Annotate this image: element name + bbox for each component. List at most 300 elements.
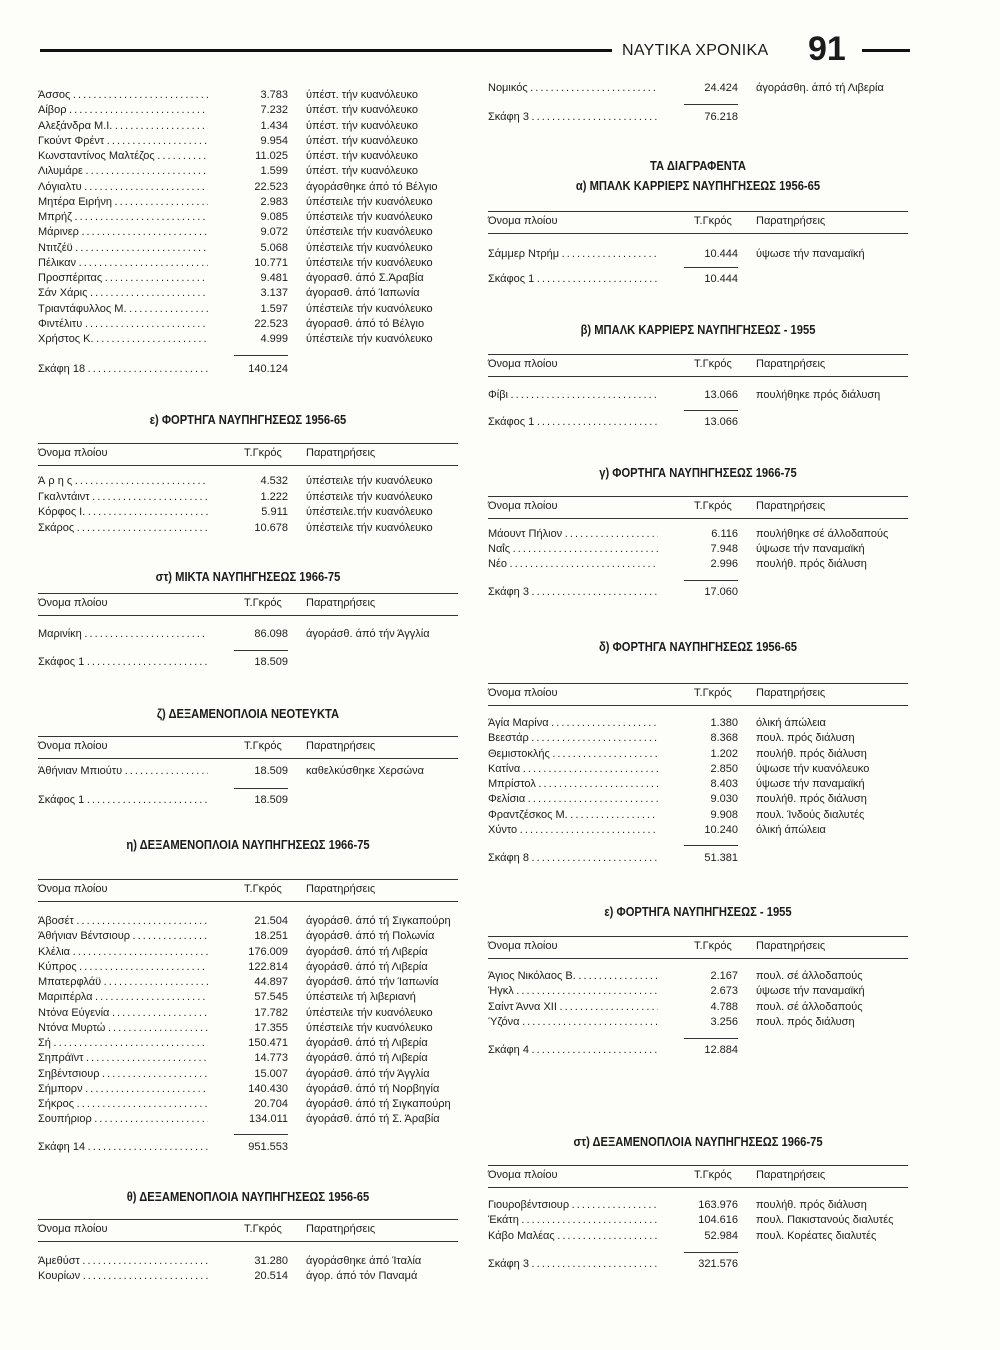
ship-name: Γκούντ Φρέντ . . .	[38, 134, 208, 149]
ship-grt: 6.116	[711, 528, 738, 540]
ship-name: Ναΐς . . .	[488, 542, 658, 557]
ship-name: Γκαλντάιντ . . .	[38, 490, 208, 505]
table-row	[38, 256, 458, 271]
column-header-grt: Τ.Γκρός	[694, 215, 732, 227]
ship-name: Κύπρος . . .	[38, 960, 208, 975]
ship-grt: 22.523	[254, 317, 288, 330]
ship-name: Βεεστάρ . . .	[488, 731, 658, 746]
total-grt: 12.884	[704, 1044, 738, 1056]
ship-grt: 10.240	[704, 823, 738, 836]
ship-remark: ύπέστ. τήν κυανόλευκο	[306, 119, 418, 132]
table-row	[488, 792, 908, 807]
ship-grt: 3.137	[260, 287, 288, 300]
table-row	[38, 929, 458, 944]
table-header-rule-top	[488, 354, 908, 355]
total-grt: 321.576	[698, 1258, 738, 1270]
ship-grt: 3.783	[260, 89, 288, 101]
ship-name: Άγία Μαρίνα . . .	[488, 716, 658, 731]
ship-name: Θεμιστοκλής . . .	[488, 747, 658, 762]
table-row	[38, 1021, 458, 1036]
total-rule	[234, 650, 288, 651]
ship-grt: 4.532	[260, 475, 288, 487]
ship-grt: 11.025	[255, 150, 288, 162]
table-row	[38, 134, 458, 149]
total-label: Σκάφη 14 . . .	[38, 1140, 208, 1155]
ship-remark: καθελκύσθηκε Χερσώνα	[306, 765, 424, 777]
ship-grt: 10.678	[254, 521, 288, 534]
ship-name: Μπρίστολ . . .	[488, 777, 658, 792]
ship-grt: 18.251	[254, 930, 288, 943]
ship-name: Φελίσια . . .	[488, 792, 658, 807]
column-header-grt: Τ.Γκρός	[244, 597, 282, 609]
ship-grt: 31.280	[254, 1255, 288, 1267]
table-header-rule-bottom	[488, 958, 908, 959]
ship-name: Ντιτζέϋ . . .	[38, 241, 208, 256]
total-grt: 18.509	[254, 656, 288, 668]
ship-remark: όλική άπώλεια	[756, 717, 826, 729]
table-header-rule-bottom	[488, 518, 908, 519]
total-row	[488, 851, 908, 866]
ship-remark: ύπέστ. τήν κυανόλευκο	[306, 150, 418, 162]
column-header-name: Όνομα πλοίου	[488, 940, 558, 952]
table-row	[488, 1229, 908, 1244]
table-header-rule-top	[488, 496, 908, 497]
table-row	[38, 960, 458, 975]
ship-grt: 15.007	[254, 1067, 288, 1080]
ship-name: Σήκρος . . .	[38, 1097, 208, 1112]
ship-remark: άγοράσθη. άπό τή Λιβερία	[756, 82, 884, 94]
ship-remark: ύπέστ. τήν κυανόλευκο	[306, 89, 418, 101]
column-header-grt: Τ.Γκρός	[694, 358, 732, 370]
ship-grt: 9.954	[260, 134, 288, 147]
ship-grt: 140.430	[248, 1082, 288, 1095]
ship-grt: 2.673	[710, 985, 738, 998]
ship-remark: πουλ. πρός διάλυση	[756, 732, 855, 745]
ship-name: Κόρφος Ι. . . .	[38, 505, 208, 520]
ship-name: Σηπράϊντ . . .	[38, 1051, 208, 1066]
table-row	[38, 521, 458, 536]
column-header-grt: Τ.Γκρός	[694, 500, 732, 512]
ship-remark: ύπέστειλε τήν κυανόλευκο	[306, 256, 433, 269]
ship-grt: 9.072	[260, 226, 288, 239]
table-row	[38, 302, 458, 317]
ship-name: Σήμπορν . . .	[38, 1082, 208, 1097]
total-label: Σκάφος 1 . . .	[488, 415, 658, 430]
column-header-name: Όνομα πλοίου	[488, 215, 558, 227]
ship-name: Πέλικαν . . .	[38, 256, 208, 271]
ship-remark: ύπέστειλε τήν κυανόλευκο	[306, 195, 433, 208]
table-header-rule-bottom	[488, 233, 908, 234]
column-header-remarks: Παρατηρήσεις	[306, 740, 376, 752]
table-header-rule-bottom	[38, 758, 458, 759]
total-row	[38, 1140, 458, 1155]
column-header-name: Όνομα πλοίου	[488, 687, 558, 699]
column-header-name: Όνομα πλοίου	[488, 1169, 558, 1181]
table-row	[488, 823, 908, 838]
ship-name: Κατίνα . . .	[488, 762, 658, 777]
table-row	[38, 195, 458, 210]
total-label: Σκάφη 3 . . .	[488, 110, 658, 125]
table-header-rule-top	[488, 936, 908, 937]
column-header-remarks: Παρατηρήσεις	[756, 500, 826, 512]
total-row	[488, 585, 908, 600]
column-header-remarks: Παρατηρήσεις	[756, 1169, 826, 1181]
header-rule-right	[862, 49, 910, 52]
total-rule	[684, 580, 738, 581]
table-row	[38, 210, 458, 225]
ship-remark: ύπέστειλε.τήν κυανόλευκο	[306, 506, 433, 518]
total-row	[38, 793, 458, 808]
column-header-grt: Τ.Γκρός	[244, 447, 282, 459]
ship-grt: 2.983	[260, 195, 288, 208]
ship-name: Γιουροβέντσιουρ . . .	[488, 1198, 658, 1213]
ship-remark: ύψωσε τήν παναμαϊκή	[756, 985, 865, 998]
ship-remark: άγορ. άπό τόν Παναμά	[306, 1270, 418, 1282]
table-row	[38, 1036, 458, 1051]
ship-name: Άθήνιαν Βέντσιουρ . . .	[38, 929, 208, 944]
column-header-remarks: Παρατηρήσεις	[306, 1223, 376, 1235]
ship-grt: 9.030	[710, 793, 738, 806]
ship-grt: 104.616	[698, 1214, 738, 1227]
ship-grt: 2.850	[710, 762, 738, 775]
table-row	[38, 1067, 458, 1082]
table-row	[488, 557, 908, 572]
table-row	[38, 1051, 458, 1066]
ship-remark: πουλ. πρός διάλυση	[756, 1015, 855, 1028]
table-header-rule-top	[38, 879, 458, 880]
section-title-zeta-tankers-new: ζ) ΔΕΞΑΜΕΝΟΠΛΟΙΑ ΝΕΟΤΕΥΚΤΑ	[156, 706, 340, 721]
ship-remark: άγοράσθ. άπό τή Λιβερία	[306, 1052, 428, 1065]
table-header-rule-bottom	[38, 1241, 458, 1242]
column-header-name: Όνομα πλοίου	[38, 597, 108, 609]
column-header-remarks: Παρατηρήσεις	[756, 358, 826, 370]
ship-name: Μπατερφλάϋ . . .	[38, 975, 208, 990]
total-grt: 18.509	[254, 794, 288, 806]
ship-name: Μητέρα Ειρήνη . . .	[38, 195, 208, 210]
ship-remark: ύπέστειλε τήν κυανόλευκο	[306, 490, 433, 503]
column-header-remarks: Παρατηρήσεις	[756, 940, 826, 952]
ship-grt: 1.434	[260, 119, 288, 132]
ship-name: Κλέλια . . .	[38, 945, 208, 960]
ship-grt: 1.222	[260, 490, 288, 503]
table-row	[488, 388, 908, 403]
column-header-remarks: Παρατηρήσεις	[306, 447, 376, 459]
ship-remark: άγορασθ. άπό Σ.Άραβία	[306, 272, 424, 284]
table-row	[38, 1082, 458, 1097]
total-rule	[684, 845, 738, 846]
ship-grt: 86.098	[254, 628, 288, 640]
ship-remark: ύπέστ. τήν κυανόλευκο	[306, 165, 418, 178]
total-label: Σκάφος 1 . . .	[38, 655, 208, 670]
ship-name: Μπρήζ . . .	[38, 210, 208, 225]
table-row	[488, 716, 908, 731]
total-grt: 17.060	[704, 586, 738, 598]
ship-grt: 24.424	[704, 82, 738, 94]
table-row	[38, 332, 458, 347]
table-header-rule-bottom	[488, 705, 908, 706]
total-row	[488, 1257, 908, 1272]
table-header-rule-top	[38, 443, 458, 444]
total-row	[488, 415, 908, 430]
section-title-epsilon-cargo-1955: ε) ΦΟΡΤΗΓΑ ΝΑΥΠΗΓΗΣΕΩΣ - 1955	[604, 904, 792, 919]
ship-grt: 14.773	[254, 1052, 288, 1065]
ship-remark: άγοράσθ. άπό τή Νορβηγία	[306, 1082, 440, 1095]
total-label: Σκάφη 4 . . .	[488, 1043, 658, 1058]
section-title-gamma-cargo-1966-75: γ) ΦΟΡΤΗΓΑ ΝΑΥΠΗΓΗΣΕΩΣ 1966-75	[599, 465, 797, 480]
ship-remark: πουλήθ. πρός διάλυση	[756, 558, 867, 570]
ship-grt: 17.782	[254, 1006, 288, 1019]
table-row	[38, 505, 458, 520]
ship-grt: 7.948	[710, 543, 738, 555]
column-header-name: Όνομα πλοίου	[38, 883, 108, 895]
table-row	[488, 747, 908, 762]
column-header-grt: Τ.Γκρός	[694, 940, 732, 952]
table-row	[38, 180, 458, 195]
ship-name: Ήγκλ . . .	[488, 984, 658, 999]
ship-name: Χύντο . . .	[488, 823, 658, 838]
table-row	[488, 247, 908, 262]
ship-grt: 2.167	[710, 970, 738, 982]
ship-remark: πουλήθηκε σέ άλλοδαπούς	[756, 528, 889, 540]
table-row	[38, 225, 458, 240]
total-label: Σκάφη 3 . . .	[488, 1257, 658, 1272]
ship-grt: 150.471	[248, 1037, 288, 1049]
ship-grt: 9.908	[710, 808, 738, 821]
column-header-grt: Τ.Γκρός	[244, 1223, 282, 1235]
total-rule	[234, 788, 288, 789]
section-title-eta-tankers-1966-75: η) ΔΕΞΑΜΕΝΟΠΛΟΙΑ ΝΑΥΠΗΓΗΣΕΩΣ 1966-75	[126, 837, 370, 852]
table-row	[488, 1000, 908, 1015]
ship-grt: 21.504	[254, 915, 288, 927]
ship-remark: άγοράσθηκε άπό Ίταλία	[306, 1255, 422, 1267]
column-header-grt: Τ.Γκρός	[694, 1169, 732, 1181]
ship-remark: άγοράσθ. άπό τήν Άγγλία	[306, 628, 430, 640]
ship-grt: 1.599	[260, 165, 288, 178]
ship-name: Σηβέντσιουρ . . .	[38, 1067, 208, 1082]
column-header-remarks: Παρατηρήσεις	[756, 215, 826, 227]
table-header-rule-top	[488, 211, 908, 212]
ship-remark: άγοράσθ. άπό τή Λιβερία	[306, 960, 428, 973]
ship-remark: πουλήθ. πρός διάλυση	[756, 747, 867, 760]
total-grt: 13.066	[704, 416, 738, 428]
ship-remark: άγοράσθ. άπό τήν Ίαπωνία	[306, 976, 439, 988]
ship-name: Σκάρος . . .	[38, 521, 208, 536]
table-row	[38, 271, 458, 286]
ship-grt: 1.202	[710, 747, 738, 760]
ship-name: Φραντζέσκος Μ. . . .	[488, 808, 658, 823]
table-row	[488, 1213, 908, 1228]
ship-name: Άθήνιαν Μπιούτυ . . .	[38, 764, 208, 779]
section-title-beta-bulk-1955: β) ΜΠΑΛΚ ΚΑΡΡΙΕΡΣ ΝΑΥΠΗΓΗΣΕΩΣ - 1955	[580, 322, 816, 337]
column-header-name: Όνομα πλοίου	[38, 740, 108, 752]
ship-name: Κωνσταντίνος Μαλτέζος . . .	[38, 149, 208, 164]
ship-remark: πουλ. Πακιστανούς διαλυτές	[756, 1214, 894, 1227]
table-row	[488, 1198, 908, 1213]
ship-grt: 9.481	[260, 272, 288, 284]
total-grt: 951.553	[248, 1141, 288, 1153]
column-header-name: Όνομα πλοίου	[38, 447, 108, 459]
ship-grt: 52.984	[704, 1229, 738, 1242]
ship-remark: ύψωσε τήν παναμαϊκή	[756, 543, 865, 555]
table-row	[38, 914, 458, 929]
total-label: Σκάφος 1 . . .	[38, 793, 208, 808]
ship-remark: άγοράσθ. άπό τή Σιγκαπούρη	[306, 915, 451, 927]
table-row	[38, 990, 458, 1005]
ship-name: Τριαντάφυλλος Μ. . . .	[38, 302, 208, 317]
total-rule	[684, 267, 738, 268]
total-rule	[234, 355, 288, 356]
ship-remark: άγορασθ. άπό Ίαπωνία	[306, 287, 420, 300]
ship-name: Σουπήριορ . . .	[38, 1112, 208, 1127]
ship-remark: πουλ. Ίνδούς διαλυτές	[756, 808, 865, 821]
total-row	[488, 110, 908, 125]
ship-remark: πουλ. σέ άλλοδαπούς	[756, 1000, 863, 1013]
ship-name: Έκάτη . . .	[488, 1213, 658, 1228]
ship-name: Ντόνα Μυρτώ . . .	[38, 1021, 208, 1036]
ship-grt: 7.232	[260, 104, 288, 117]
table-header-rule-bottom	[38, 901, 458, 902]
table-row	[38, 88, 458, 103]
ship-remark: άγορασθ. άπό τό Βέλγιο	[306, 317, 425, 330]
table-row	[38, 490, 458, 505]
ship-remark: πουλ. Κορέατες διαλυτές	[756, 1229, 877, 1242]
table-row	[488, 969, 908, 984]
ship-grt: 9.085	[260, 211, 288, 223]
ship-name: Αίβορ . . .	[38, 103, 208, 118]
total-rule	[684, 410, 738, 411]
column-header-name: Όνομα πλοίου	[38, 1223, 108, 1235]
ship-grt: 18.509	[254, 765, 288, 777]
ship-remark: άγοράσθ. άπό τή Σιγκαπούρη	[306, 1098, 451, 1110]
ship-remark: όλική άπώλεια	[756, 823, 826, 836]
ship-name: Άγιος Νικόλαος Β. . . .	[488, 969, 658, 984]
page-number: 91	[808, 30, 846, 68]
table-row	[38, 1254, 458, 1269]
total-rule	[684, 104, 738, 105]
ship-grt: 176.009	[248, 945, 288, 958]
table-row	[38, 103, 458, 118]
ship-grt: 17.355	[254, 1021, 288, 1034]
ship-name: Κουρίων . . .	[38, 1269, 208, 1284]
total-row	[488, 1043, 908, 1058]
ship-remark: πουλήθ. πρός διάλυση	[756, 793, 867, 806]
ship-grt: 2.996	[710, 558, 738, 570]
ship-name: Μάουντ Πήλιον . . .	[488, 527, 658, 542]
ship-name: Άβοσέτ . . .	[38, 914, 208, 929]
table-row	[38, 119, 458, 134]
table-row	[488, 777, 908, 792]
table-row	[38, 164, 458, 179]
ship-name: Μάρινερ . . .	[38, 225, 208, 240]
ship-remark: άγοράσθ. άπό τή Σ. Άραβία	[306, 1113, 440, 1126]
table-row	[38, 975, 458, 990]
ship-grt: 44.897	[254, 976, 288, 988]
table-row	[488, 762, 908, 777]
ship-name: Φιντέλιτυ . . .	[38, 317, 208, 332]
ship-name: Κάβο Μαλέας . . .	[488, 1229, 658, 1244]
total-grt: 76.218	[704, 111, 738, 123]
ship-grt: 22.523	[254, 180, 288, 193]
table-row	[488, 527, 908, 542]
section-title-theta-tankers-1956-65: θ) ΔΕΞΑΜΕΝΟΠΛΟΙΑ ΝΑΥΠΗΓΗΣΕΩΣ 1956-65	[126, 1189, 370, 1204]
table-header-rule-top	[38, 593, 458, 594]
table-row	[38, 945, 458, 960]
table-row	[38, 1269, 458, 1284]
ship-remark: ύπέστειλε τήν κυανόλευκο	[306, 226, 433, 239]
ship-name: Σαίντ Άννα XII . . .	[488, 1000, 658, 1015]
ship-remark: ύπέστειλε τήν κυανόλευκο	[306, 241, 433, 254]
table-row	[488, 984, 908, 999]
ship-remark: άγοράσθ. άπό τή Λιβερία	[306, 945, 428, 958]
main-heading-deleted-ships: ΤΑ ΔΙΑΓΡΑΦΕΝΤΑ	[650, 158, 746, 173]
table-header-rule-bottom	[38, 615, 458, 616]
ship-grt: 8.368	[710, 732, 738, 745]
column-header-name: Όνομα πλοίου	[488, 500, 558, 512]
total-label: Σκάφη 8 . . .	[488, 851, 658, 866]
ship-name: Μαριπέρλα . . .	[38, 990, 208, 1005]
section-title-delta-cargo-1956-65: δ) ΦΟΡΤΗΓΑ ΝΑΥΠΗΓΗΣΕΩΣ 1956-65	[598, 639, 798, 654]
total-grt: 51.381	[704, 852, 738, 864]
column-header-remarks: Παρατηρήσεις	[306, 883, 376, 895]
ship-remark: άγοράσθ. άπό τήν Άγγλία	[306, 1067, 430, 1080]
ship-grt: 163.976	[698, 1199, 738, 1211]
total-label: Σκάφη 18 . . .	[38, 362, 208, 377]
ship-grt: 5.068	[260, 241, 288, 254]
ship-grt: 10.771	[254, 256, 288, 269]
ship-grt: 4.999	[260, 333, 288, 345]
table-row	[38, 474, 458, 489]
ship-grt: 1.597	[260, 302, 288, 315]
ship-grt: 5.911	[261, 506, 288, 518]
total-grt: 140.124	[248, 363, 288, 375]
total-label: Σκάφος 1 . . .	[488, 272, 658, 287]
total-rule	[684, 1038, 738, 1039]
section-title-st-mixed-1966-75: στ) ΜΙΚΤΑ ΝΑΥΠΗΓΗΣΕΩΣ 1966-75	[155, 569, 341, 584]
table-row	[488, 542, 908, 557]
ship-remark: πουλήθηκε πρός διάλυση	[756, 389, 881, 401]
ship-name: Ντόνα Εύγενία . . .	[38, 1006, 208, 1021]
table-row	[488, 1015, 908, 1030]
table-header-rule-top	[488, 1165, 908, 1166]
ship-name: Άσσος . . .	[38, 88, 208, 103]
table-row	[488, 731, 908, 746]
table-row	[38, 627, 458, 642]
ship-name: Προσπέριτας . . .	[38, 271, 208, 286]
ship-remark: πουλήθ. πρός διάλυση	[756, 1199, 867, 1211]
ship-grt: 20.514	[254, 1270, 288, 1282]
ship-grt: 8.403	[710, 778, 738, 790]
header-rule-left	[40, 49, 612, 52]
ship-name: Ύζόνα . . .	[488, 1015, 658, 1030]
ship-grt: 134.011	[249, 1113, 288, 1126]
table-row	[38, 149, 458, 164]
running-header-title: ΝΑΥΤΙΚΑ ΧΡΟΝΙΚΑ	[622, 42, 769, 59]
ship-name: Λόγιαλτυ . . .	[38, 180, 208, 195]
column-header-name: Όνομα πλοίου	[488, 358, 558, 370]
ship-grt: 1.380	[710, 717, 738, 729]
ship-name: Φίβι . . .	[488, 388, 658, 403]
ship-name: Λιλυμάρε . . .	[38, 164, 208, 179]
total-rule	[234, 1134, 288, 1135]
ship-remark: άγοράσθ. άπό τή Λιβερία	[306, 1037, 428, 1049]
ship-name: Άμεθύστ . . .	[38, 1254, 208, 1269]
ship-remark: ύπέστειλε τήν κυανόλευκο	[306, 302, 433, 315]
ship-remark: ύπέστειλε τή λιβεριανή	[306, 991, 416, 1004]
table-row	[488, 808, 908, 823]
total-row	[488, 272, 908, 287]
ship-grt: 3.256	[710, 1015, 738, 1028]
table-header-rule-top	[38, 1219, 458, 1220]
